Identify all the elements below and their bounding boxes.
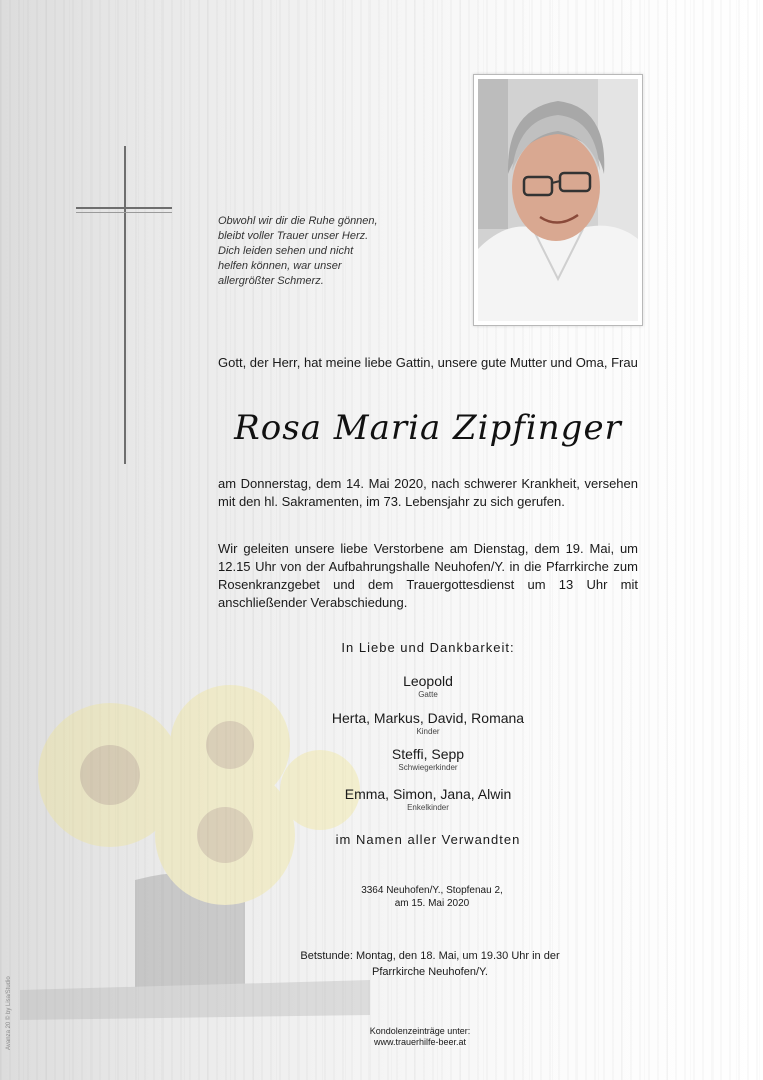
family-role: Schwiegerkinder [398, 763, 458, 772]
verse-line: bleibt voller Trauer unser Herz. [218, 230, 369, 242]
family-group-grandchildren [218, 786, 638, 813]
family-names: Emma, Simon, Jana, Alwin [344, 786, 512, 802]
family-group-children [218, 710, 638, 737]
verse-line: allergrößter Schmerz. [218, 275, 324, 287]
family-group-in-laws [218, 746, 638, 773]
condolence-label: Kondolenzeinträge unter: [369, 1026, 471, 1036]
signoff: In Liebe und Dankbarkeit: [341, 640, 515, 655]
prayer-hour-notice [240, 948, 620, 980]
prayer-line: Pfarrkirche Neuhofen/Y. [372, 966, 488, 978]
family-role: Gatte [418, 690, 438, 699]
side-credit: Avanza 20 © by Lisa/Studio [6, 976, 12, 1050]
cross-horizontal-beam-shadow [76, 212, 172, 213]
address-date: am 15. Mai 2020 [394, 898, 470, 909]
cross-horizontal-beam [76, 207, 172, 209]
verse-line: Obwohl wir dir die Ruhe gönnen, [218, 215, 378, 227]
family-names: Steffi, Sepp [391, 746, 465, 762]
death-notice-text: am Donnerstag, dem 14. Mai 2020, nach schwerer Krankheit, versehen mit den hl. Sakramenten, im 73. Lebensjahr zu sich gerufen. [218, 476, 638, 509]
condolence-info [300, 1026, 540, 1048]
family-names: Leopold [403, 673, 453, 689]
relatives-line: im Namen aller Verwandten [335, 832, 521, 847]
family-names: Herta, Markus, David, Romana [331, 710, 525, 726]
prayer-line: Betstunde: Montag, den 18. Mai, um 19.30 Uhr in der [300, 950, 560, 962]
family-role: Enkelkinder [407, 803, 449, 812]
funeral-details-text: Wir geleiten unsere liebe Verstorbene am Dienstag, dem 19. Mai, um 12.15 Uhr von der Aufbahrungshalle Neuhofen/Y. in die Pfarrkirche zum Rosenkranzgebet und dem Trauergottesdienst um 13 Uhr mit anschließender Verabschiedung. [218, 541, 638, 610]
portrait-frame [473, 74, 643, 326]
family-role: Kinder [416, 727, 440, 736]
cross-vertical-beam [124, 146, 126, 464]
address-block [322, 884, 542, 910]
condolence-url[interactable]: www.trauerhilfe-beer.at [373, 1037, 467, 1047]
portrait-photo [478, 79, 638, 321]
address-line: 3364 Neuhofen/Y., Stopfenau 2, [361, 885, 503, 896]
verse-line: Dich leiden sehen und nicht [218, 245, 354, 257]
memorial-verse [218, 214, 418, 289]
portrait-illustration [478, 79, 638, 321]
verse-line: helfen können, war unser [218, 260, 342, 272]
intro-text: Gott, der Herr, hat meine liebe Gattin, unsere gute Mutter und Oma, Frau [218, 355, 638, 370]
deceased-name: Rosa Maria Zipfinger [234, 408, 622, 448]
family-group-spouse [218, 673, 638, 700]
